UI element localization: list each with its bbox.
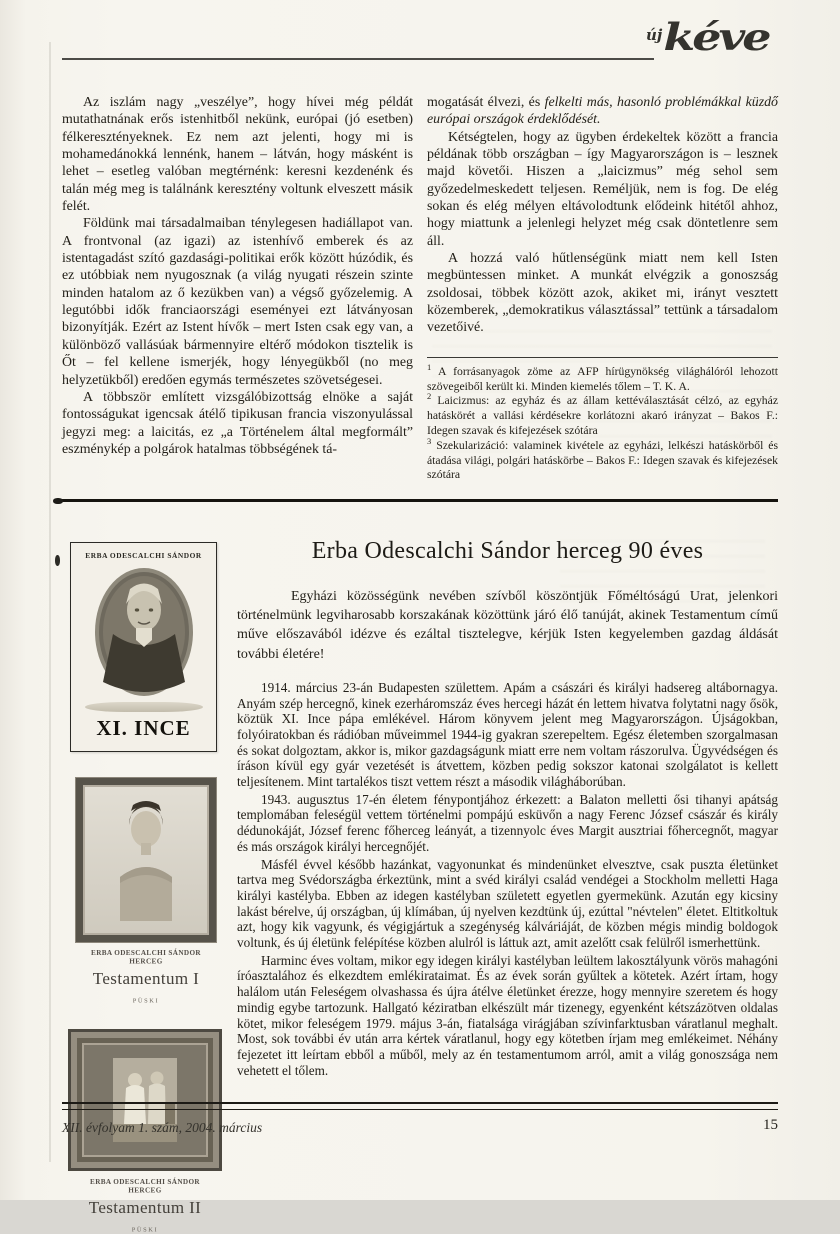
paragraph: Az iszlám nagy „veszélye”, hogy hívei még példát mutathatnának erős istenhitből nekünk, európai (jó esetben) félkeresztényeknek. Ez nem azt jelenti, hogy mi is mohamedánokká lennénk, hanem – látván, hogy másként is lehet – esetleg valóban megtérnénk: keresni kezdenénk és talán még meg is találnánk keresztény voltunk elveszett másik felét.: [62, 95, 413, 215]
paragraph: A többször említett vizsgálóbizottság elnöke a saját fontosságukat igencsak átélő tipikusan francia viszonyulással jegyzi meg: a laicitás, ez „a Történelem által megformált” eszménykép a polgárok hatalmas többségének tá-: [62, 389, 413, 457]
scan-speck-artifact: [55, 555, 60, 566]
footnote-marker: 3: [427, 435, 432, 446]
pope-engraving-icon: [93, 566, 195, 698]
cover-author-line: [70, 1178, 219, 1194]
publisher-label: PÜSKI: [132, 996, 160, 1005]
woman-portrait-icon: [90, 785, 202, 921]
paragraph: Kétségtelen, hogy az ügyben érdekeltek között a francia példának több országban – így Magyarországon is – lesznek majd követői. Hiszen a „laicizmus” még sehol sem győzedelmeskedett teljesen. Reméljük, nem is fog. De elég sokan és elég mélyen eltávolodtunk elődeink hitétől ahhoz, hogy miattunk a jelenlegi helyzet még csak döntetlenre sem áll.: [427, 129, 778, 249]
footer-rule: [62, 1102, 778, 1110]
logo-title: kéve: [663, 14, 769, 59]
article-title: Erba Odescalchi Sándor herceg 90 éves: [311, 538, 704, 564]
paragraph: Harminc éves voltam, mikor egy idegen királyi kastélyban leültem lakosztályunk vörös mahagóni íróasztalához és elkezdtem emlékirataimat. És az évek során gyűltek a kötetek. Azért írtam, hogy halálom után Feleségem olvashassa és újra átélve életünket érezze, hogy mennyire szeretem és hogy mindig egybe tartozunk. Hallgató kéziratban elkészült már tizenegy, egyenként kétszázötven oldalas kötet, mikor feleségem 1979. május 3-án, fiatalsága virágjában szívinfarktusban váratlanul meghalt. Most, sok további év után arra kértek váratlanul, hogy egy kötetben írjam meg emlékeimet. Néhány fejezetet itt leírtam ebből a műből, mely az én testamentumom arról, amit a világ gonoszsága nem vehetett el tőlem.: [237, 952, 778, 1078]
author-name: ERBA ODESCALCHI SÁNDOR: [91, 948, 201, 957]
footnote: [427, 435, 779, 483]
magazine-logo: [646, 14, 769, 64]
paragraph: Másfél évvel később hazánkat, vagyonunkat és mindenünket elvesztve, csak puszta életünket tartva meg Svédországba érkeztünk, mint a svéd királyi család vendégei a Stockholm melletti Haga királyi kastélyba. Ebben az idegen kastélyban született egyetlen gyermekünk. Azután egy kicsiny lakást bérelve, új országban, új klímában, új nyelven kezdtünk új, ezúttal "névtelen" életet. Eltitkoltuk azt, hogy kik vagyunk, és végigjártuk a szegénység kálváriáját, de közben mégis mindig boldogok voltunk, és új életünk felépítése közben alulról is láttuk azt, amit azelőtt csak felülről ismerhettünk.: [237, 856, 778, 951]
book-author-label: ERBA ODESCALCHI SÁNDOR: [85, 551, 202, 560]
footnotes: [427, 361, 779, 483]
book-cover-testamentum-1: [66, 778, 226, 1005]
top-article-left-column: [62, 94, 413, 500]
page-number: 15: [763, 1117, 778, 1133]
footnote-text: Laicizmus: az egyház és az állam kettéválasztását célzó, az egyház hatáskörét a vallási kérdésekre korlátozni akaró irányzat – Bakos F.: Idegen szavak és kifejezések szótára: [427, 394, 779, 437]
paragraph: 1943. augusztus 17-én életem fénypontjához érkezett: a Balaton melletti ősi tihanyi apátság templomában feleségül vettem történelmi pompájú esküvőn a nagy Ferenc József császár és király dédunokáját, József ferenc főherceg leányát, a tizennyolc éves Margit ausztriai főhercegnőt, magyar és más országok királyi hercegnőjét.: [237, 791, 778, 854]
wedding-photo-frame: [68, 1029, 222, 1171]
footnote-marker: 1: [427, 361, 432, 372]
paragraph: 1914. március 23-án Budapesten születtem. Apám a császári és királyi hadsereg altábornagya. Anyám szép hercegnő, kinek ezerháromszáz éves hercegi házát én lettem hivatva folytatni nagy ősök, köztük XI. Ince pápa emlékével. Három könyvem jelent meg Magyarországon. Újságokban, folyóiratokban és rádióban műveimmel 1944-ig gyakran szerepeltem. Egész életemben szorgalmasan és sokat dolgoztam, akkor is, mikor gazdagságunk miatt erre nem voltam rászorulva. Ügyvédségen és íráson kívül egy gyár vezetését is átvettem, közben pedig sokszor katonai szolgálatot is kellett teljesítenem. Mint tartalékos tiszt vettem részt a második világháborúban.: [237, 679, 778, 790]
footnote-text: A forrásanyagok zöme az AFP hírügynökség világhálóról lehozott szövegeiből került ki. Minden kiemelés tőlem – T. K. A.: [427, 364, 779, 393]
book-title-label: Testamentum I: [92, 969, 200, 988]
book-title-label: Testamentum II: [88, 1198, 202, 1217]
header-rule: [62, 58, 654, 60]
footnote: [427, 361, 779, 395]
book-title-label: XI. INCE: [96, 716, 191, 740]
scan-edge-artifact: [49, 42, 51, 1162]
emphasized-text: felkelti más, hasonló problémákkal küzdő európai országok érdeklődését.: [427, 95, 778, 128]
footnote: [427, 391, 779, 438]
footnote-text: Szekularizáció: valaminek kivétele az egyházi, lelkészi hatáskörből és átadása világi, polgári hatáskörbe – Bakos F.: Idegen szavak és kifejezések szótára: [427, 438, 779, 482]
paragraph-continuation: [427, 94, 778, 129]
author-title: HERCEG: [129, 957, 163, 966]
scan-speck-artifact: [53, 498, 63, 504]
publisher-label: PÜSKI: [131, 1225, 159, 1234]
footnote-divider: [427, 357, 778, 358]
footnote-marker: 2: [427, 391, 432, 402]
continuation-text: mogatását élvezi, és: [427, 95, 545, 110]
paragraph: A hozzá való hűtlenségünk miatt nem kell Isten megbüntessen minket. A munkát elvégzik a gonoszság zsoldosai, többek között azok, akiket mi, irányt vesztett közemberek, „demokratikus választással” tettünk a társadalom vezetőivé.: [427, 251, 778, 336]
paragraph: Földünk mai társadalmaiban ténylegesen hadiállapot van. A frontvonal (az igazi) az istenhívő emberek és az istentagadást szító gazdasági-politikai erők között húzódik, és ez utóbbiak nem nyugosznak (a világ nyugati részein szinte minden hatalom az ő kezükben van) a végső győzelemig. A legutóbbi idők franciaországi eseményei ezt látványosan bizonyítják. Ezért az Istent hívők – mert Isten csak egy van, a különböző vallásúak bármennyire eltérő módokon tisztelik is Őt – fel kellene ismerjék, hogy lényegükből (no meg helyzetükből) eredően egymás természetes szövetségesei.: [62, 216, 413, 388]
woman-portrait-image: [76, 778, 216, 942]
book-cover-xi-ince: [70, 542, 217, 752]
top-article: [62, 94, 778, 500]
article-intro: Egyházi közösségünk nevében szívből köszöntjük Főméltóságú Urat, jelenkori történelmünk legviharosabb korszakának közöttünk járó élő tanúját, akinek Testamentum című műve előszavából idézve és ezáltal tisztelegve, kérjük Isten kegyelemben gazdag áldását további életére!: [237, 589, 778, 662]
logo-prefix: új: [646, 26, 663, 44]
pope-portrait-image: [93, 566, 195, 698]
author-name: ERBA ODESCALCHI SÁNDOR: [90, 1177, 200, 1186]
section-divider: [62, 499, 778, 502]
author-title: HERCEG: [128, 1186, 162, 1195]
article-content: [237, 512, 778, 1098]
issue-info: XII. évfolyam 1. szám, 2004. március: [62, 1120, 263, 1135]
scroll-banner: [85, 702, 203, 712]
top-article-right-column: [427, 94, 778, 500]
cover-author-line: [74, 949, 218, 965]
